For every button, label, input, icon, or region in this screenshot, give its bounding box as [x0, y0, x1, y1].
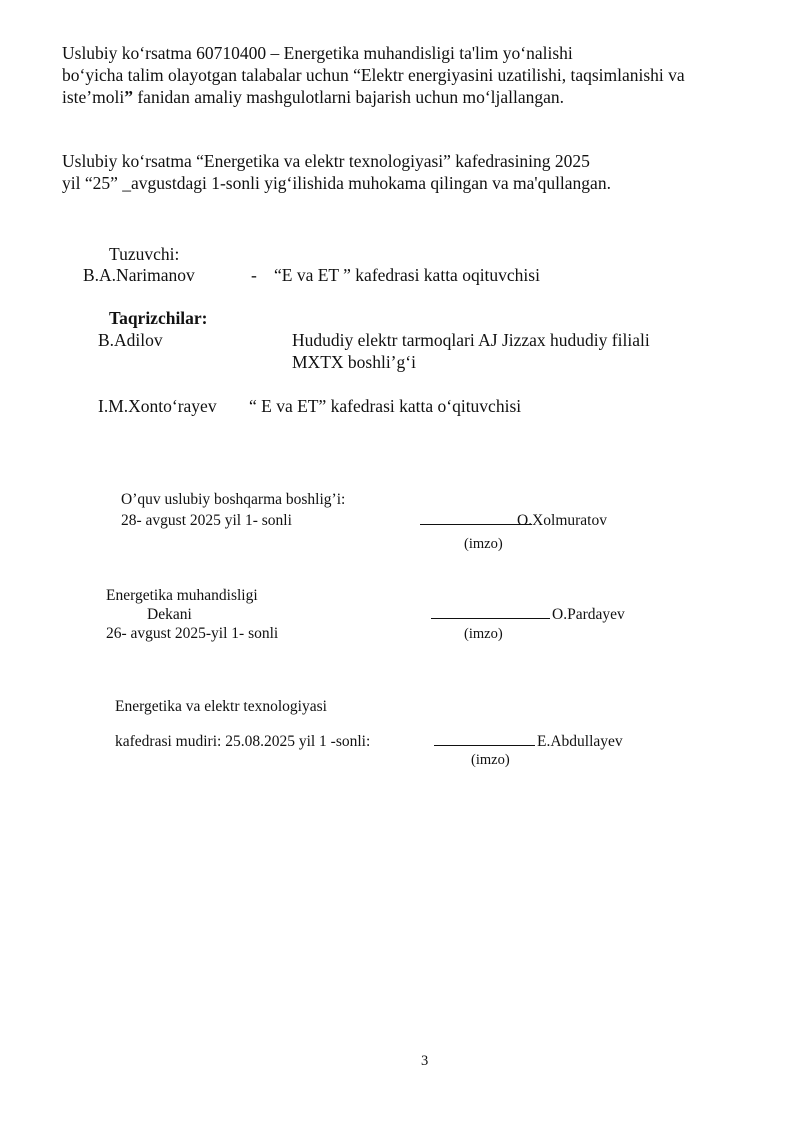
compiler-dash: -: [251, 265, 257, 285]
signature-2-sign-label: (imzo): [464, 626, 503, 642]
intro-line-3-end: fanidan amaliy mashgulotlarni bajarish uchun mo‘ljallangan.: [132, 87, 565, 107]
intro-line-1: Uslubiy ko‘rsatma 60710400 – Energetika muhandisligi ta'lim yo‘nalishi: [62, 43, 573, 63]
intro-line-3: [62, 87, 564, 108]
signature-2-underline: [431, 618, 550, 619]
signature-2-title-line-2: Dekani: [147, 606, 192, 623]
compiler-position: “E va ET ” kafedrasi katta oqituvchisi: [274, 265, 540, 285]
signature-1-underline: [420, 524, 532, 525]
signature-1-title-line-2: 28- avgust 2025 yil 1- sonli: [121, 512, 292, 529]
reviewers-heading: Taqrizchilar:: [109, 308, 208, 328]
reviewer-1-position-line-2: MXTX boshli’g‘i: [292, 352, 416, 372]
intro-line-2: bo‘yicha talim olayotgan talabalar uchun “Elektr energiyasini uzatilishi, taqsimlanishi va: [62, 65, 685, 85]
reviewer-1-position-line-1: Hududiy elektr tarmoqlari AJ Jizzax hududiy filiali: [292, 330, 650, 350]
approval-line-1: Uslubiy ko‘rsatma “Energetika va elektr texnologiyasi” kafedrasining 2025: [62, 151, 590, 171]
signature-3-title-line-1: Energetika va elektr texnologiyasi: [115, 698, 327, 715]
signature-2-name: O.Pardayev: [552, 606, 625, 623]
reviewer-1-name: B.Adilov: [98, 330, 163, 350]
signature-2-title-line-1: Energetika muhandisligi: [106, 587, 258, 604]
signature-2-title-line-3: 26- avgust 2025-yil 1- sonli: [106, 625, 279, 642]
compiler-name: B.A.Narimanov: [83, 265, 195, 285]
signature-3-line: [434, 733, 535, 751]
approval-line-2: yil “25” _avgustdagi 1-sonli yig‘ilishida muhokama qilingan va ma'qullangan.: [62, 173, 611, 193]
page-number: 3: [421, 1053, 429, 1069]
signature-3-underline: [434, 745, 535, 746]
signature-1-sign-label: (imzo): [464, 536, 503, 552]
signature-2-line: [431, 606, 550, 624]
signature-1-title-line-1: O’quv uslubiy boshqarma boshlig’i:: [121, 491, 346, 508]
signature-3-name: E.Abdullayev: [537, 733, 623, 750]
signature-3-sign-label: (imzo): [471, 752, 510, 768]
intro-line-3-start: iste’moli: [62, 87, 125, 107]
signature-1-line: [420, 512, 532, 530]
reviewer-2-position: “ E va ET” kafedrasi katta o‘qituvchisi: [249, 396, 522, 416]
reviewer-2-name: I.M.Xonto‘rayev: [98, 396, 217, 416]
intro-line-3-quote: ”: [124, 87, 133, 107]
compiler-heading: Tuzuvchi:: [109, 244, 180, 264]
signature-3-title-line-2: kafedrasi mudiri: 25.08.2025 yil 1 -sonli:: [115, 733, 371, 750]
signature-1-name: O.Xolmuratov: [517, 512, 607, 529]
